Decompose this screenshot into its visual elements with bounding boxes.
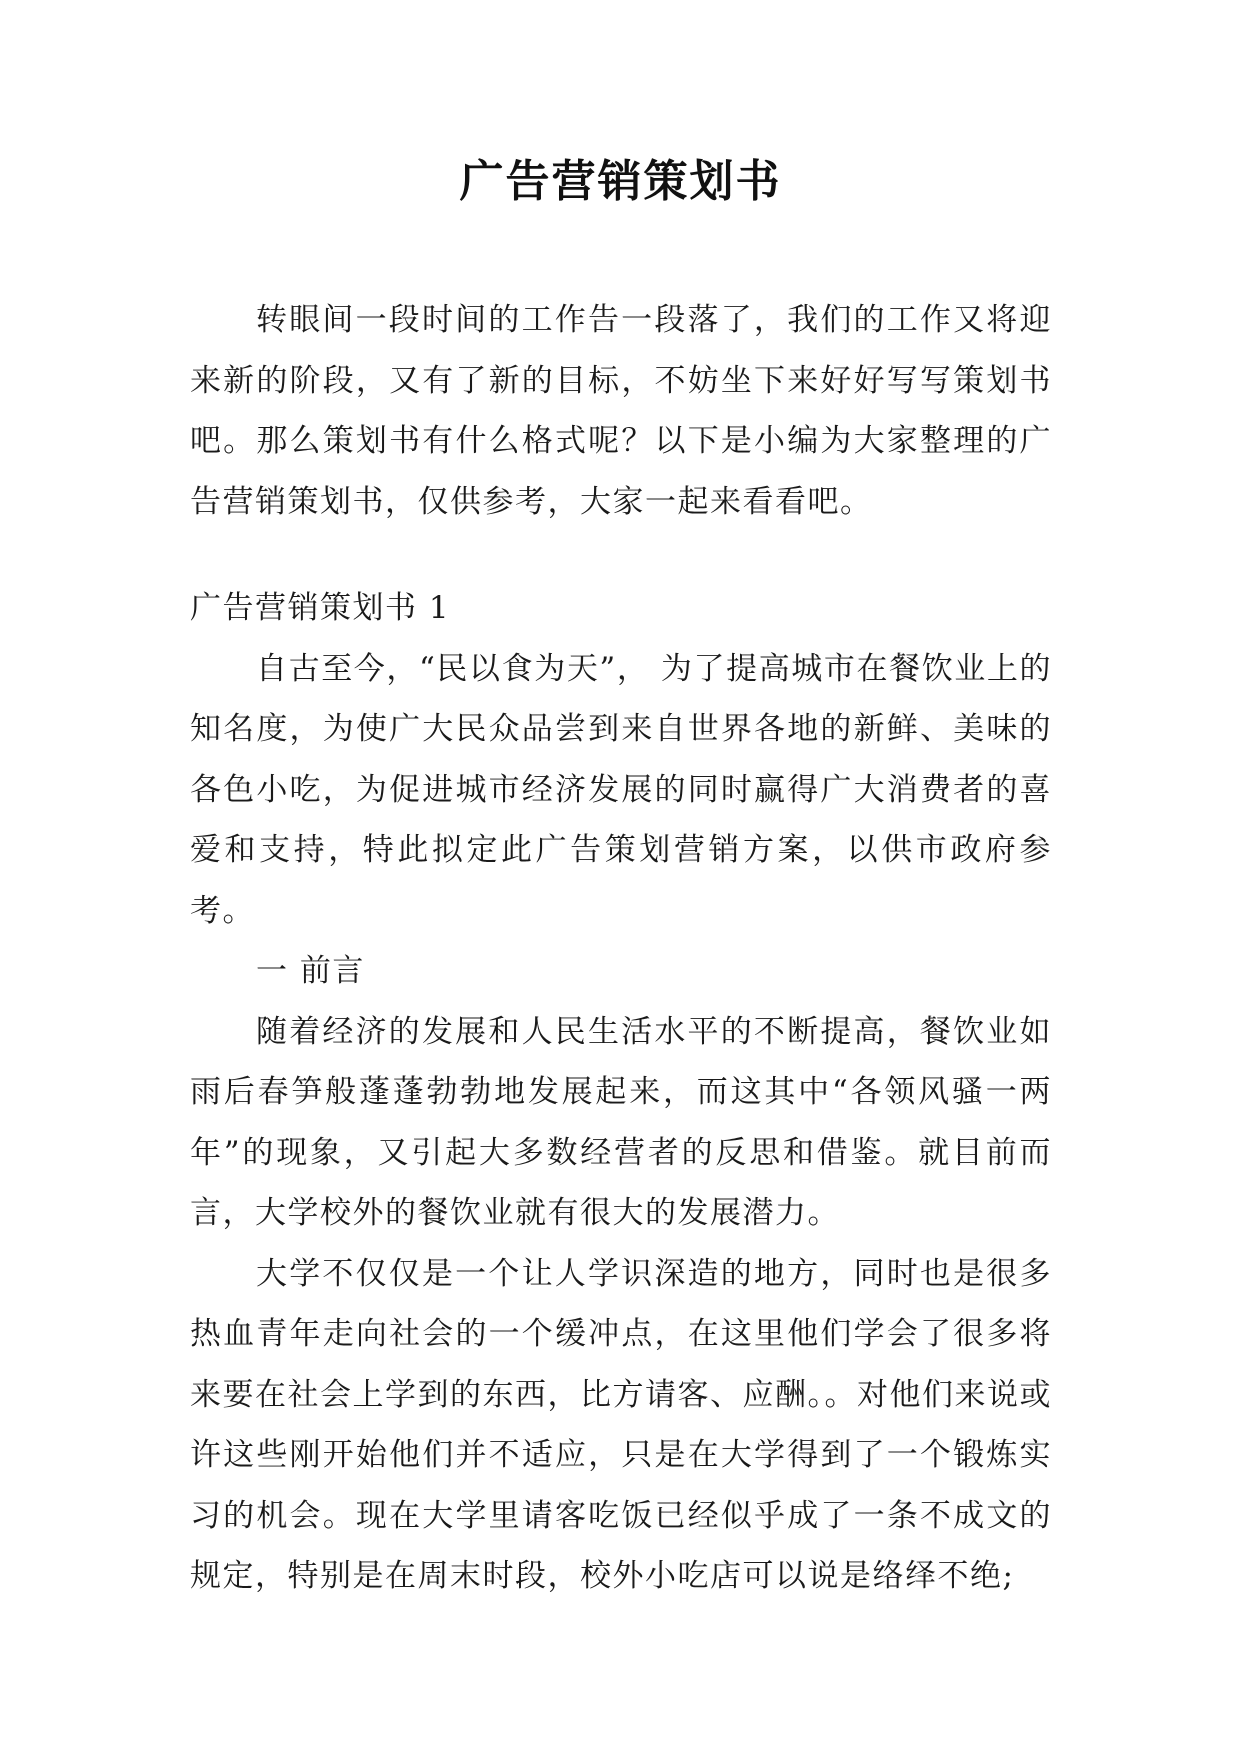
body-paragraph-2: 随着经济的发展和人民生活水平的不断提高，餐饮业如雨后春笋般蓬蓬勃勃地发展起来，而这其中“各领风骚一两年”的现象，又引起大多数经营者的反思和借鉴。就目前而言，大学校外的餐饮业就有很大的发展潜力。 (190, 1013, 1052, 1231)
body-paragraph-1: 自古至今，“民以食为天”， 为了提高城市在餐饮业上的知名度，为使广大民众品尝到来自世界各地的新鲜、美味的各色小吃，为促进城市经济发展的同时赢得广大消费者的喜爱和支持，特此拟定此广告策划营销方案，以供市政府参考。 (190, 650, 1052, 929)
document-title: 广告营销策划书 (459, 156, 782, 207)
body-paragraph-3: 大学不仅仅是一个让人学识深造的地方，同时也是很多热血青年走向社会的一个缓冲点，在这里他们学会了很多将来要在社会上学到的东西，比方请客、应酬。。对他们来说或许这些刚开始他们并不适应，只是在大学得到了一个锻炼实习的机会。现在大学里请客吃饭已经似乎成了一条不成文的规定，特别是在周末时段，校外小吃店可以说是络绎不绝; (190, 1255, 1052, 1594)
intro-paragraph: 转眼间一段时间的工作告一段落了，我们的工作又将迎来新的阶段，又有了新的目标，不妨坐下来好好写写策划书吧。那么策划书有什么格式呢？以下是小编为大家整理的广告营销策划书，仅供参考，大家一起来看看吧。 (190, 302, 1052, 520)
document-body (190, 290, 1052, 1607)
section-heading: 广告营销策划书 1 (190, 590, 451, 626)
subsection-heading-preface: 一 前言 (256, 953, 365, 989)
paragraph-spacer (190, 532, 1052, 578)
